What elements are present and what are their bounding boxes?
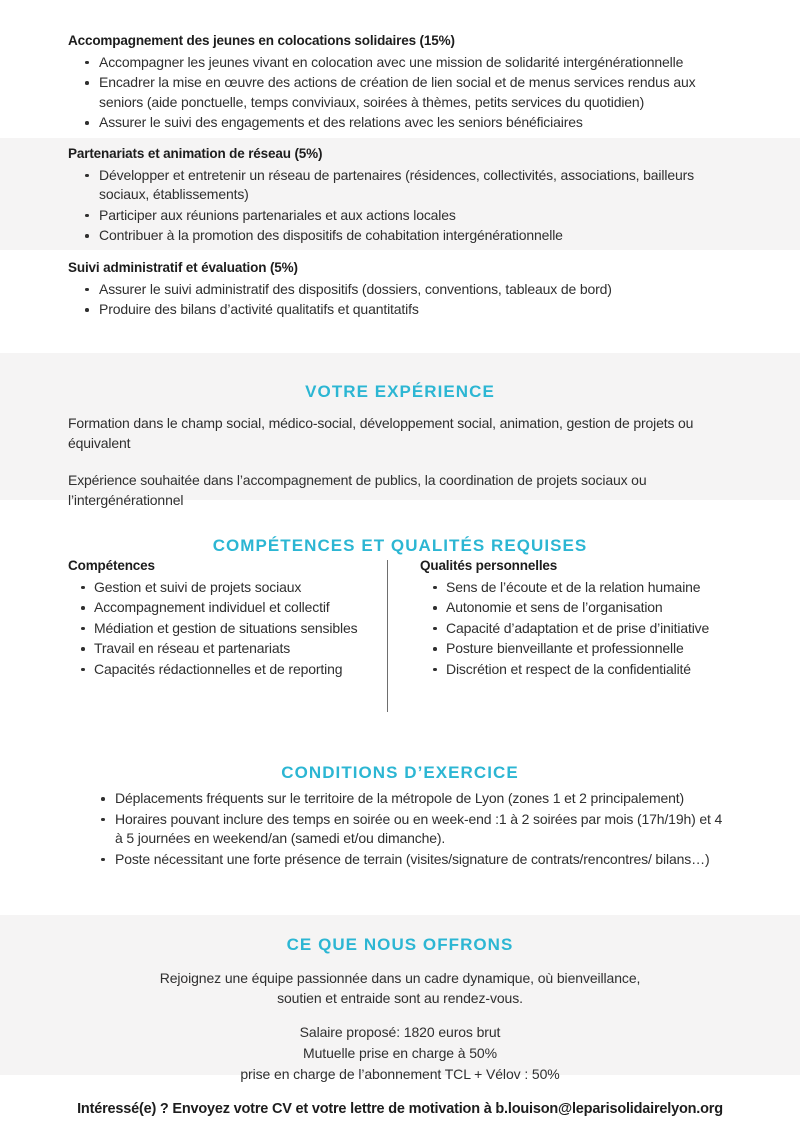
list-item: Assurer le suivi des engagements et des relations avec les seniors bénéficiaires <box>68 113 732 133</box>
column-divider <box>387 560 388 712</box>
competences-column-left <box>68 558 368 680</box>
list-item: Gestion et suivi de projets sociaux <box>68 578 368 598</box>
footer-contact-line: Intéressé(e) ? Envoyez votre CV et votre lettre de motivation à b.louison@leparisolidairelyon.org <box>77 1100 723 1117</box>
list-item: Développer et entretenir un réseau de partenaires (résidences, collectivités, associations, bailleurs sociaux, établissements) <box>68 166 732 205</box>
list-item: Capacité d’adaptation et de prise d’initiative <box>420 619 740 639</box>
offer-benefit-transport: prise en charge de l’abonnement TCL + Vélov : 50% <box>240 1066 560 1082</box>
mission-block-partnerships <box>68 146 732 247</box>
list-item: Accompagnement individuel et collectif <box>68 598 368 618</box>
list-item: Discrétion et respect de la confidentialité <box>420 660 740 680</box>
experience-paragraph-1: Formation dans le champ social, médico-social, développement social, animation, gestion de projets ou équivalent <box>68 415 694 451</box>
section-heading-experience: VOTRE EXPÉRIENCE <box>305 382 495 402</box>
competences-left-title: Compétences <box>68 558 155 573</box>
conditions-block <box>84 789 732 870</box>
offer-benefit-salary: Salaire proposé: 1820 euros brut <box>299 1024 501 1040</box>
competences-right-title: Qualités personnelles <box>420 558 558 573</box>
list-item: Posture bienveillante et professionnelle <box>420 639 740 659</box>
list-item: Assurer le suivi administratif des dispositifs (dossiers, conventions, tableaux de bord) <box>68 280 732 300</box>
list-item: Encadrer la mise en œuvre des actions de création de lien social et de menus services rendus aux seniors (aide ponctuelle, temps conviviaux, soirées à thèmes, petits services du quotidien) <box>68 73 732 112</box>
list-item: Accompagner les jeunes vivant en colocation avec une mission de solidarité intergénérationnelle <box>68 53 732 73</box>
section-heading-competences: COMPÉTENCES ET QUALITÉS REQUISES <box>212 536 588 556</box>
list-item: Travail en réseau et partenariats <box>68 639 368 659</box>
mission-bullet-list <box>68 280 732 320</box>
list-item: Horaires pouvant inclure des temps en soirée ou en week-end :1 à 2 soirées par mois (17h/19h) et 4 à 5 journées en weekend/an (samedi et/ou dimanche). <box>84 810 732 849</box>
list-item: Contribuer à la promotion des dispositifs de cohabitation intergénérationnelle <box>68 226 732 246</box>
mission-title: Accompagnement des jeunes en colocations solidaires (15%) <box>68 33 455 48</box>
list-item: Produire des bilans d’activité qualitatifs et quantitatifs <box>68 300 732 320</box>
offer-benefit-mutuelle: Mutuelle prise en charge à 50% <box>303 1045 497 1061</box>
offer-intro-line-1: Rejoignez une équipe passionnée dans un cadre dynamique, où bienveillance, <box>159 970 641 986</box>
mission-title: Suivi administratif et évaluation (5%) <box>68 260 298 275</box>
list-item: Sens de l’écoute et de la relation humaine <box>420 578 740 598</box>
list-item: Participer aux réunions partenariales et aux actions locales <box>68 206 732 226</box>
experience-paragraph-2: Expérience souhaitée dans l’accompagnement de publics, la coordination de projets sociaux ou l’intergénérationnel <box>68 472 647 508</box>
list-item: Capacités rédactionnelles et de reporting <box>68 660 368 680</box>
list-item: Déplacements fréquents sur le territoire de la métropole de Lyon (zones 1 et 2 principalement) <box>84 789 732 809</box>
offer-intro-line-2: soutien et entraide sont au rendez-vous. <box>277 990 523 1006</box>
mission-block-colocations <box>68 33 732 134</box>
list-item: Autonomie et sens de l’organisation <box>420 598 740 618</box>
mission-bullet-list <box>68 166 732 246</box>
list-item: Médiation et gestion de situations sensibles <box>68 619 368 639</box>
list-item: Poste nécessitant une forte présence de terrain (visites/signature de contrats/rencontres/ bilans…) <box>84 850 732 870</box>
section-heading-conditions: CONDITIONS D’EXERCICE <box>281 763 519 783</box>
section-heading-offer: CE QUE NOUS OFFRONS <box>286 935 514 955</box>
competences-right-list <box>420 578 740 680</box>
competences-column-right <box>420 558 740 680</box>
mission-bullet-list <box>68 53 732 133</box>
mission-title: Partenariats et animation de réseau (5%) <box>68 146 323 161</box>
competences-left-list <box>68 578 368 680</box>
mission-block-admin <box>68 260 732 321</box>
conditions-bullet-list <box>84 789 732 869</box>
